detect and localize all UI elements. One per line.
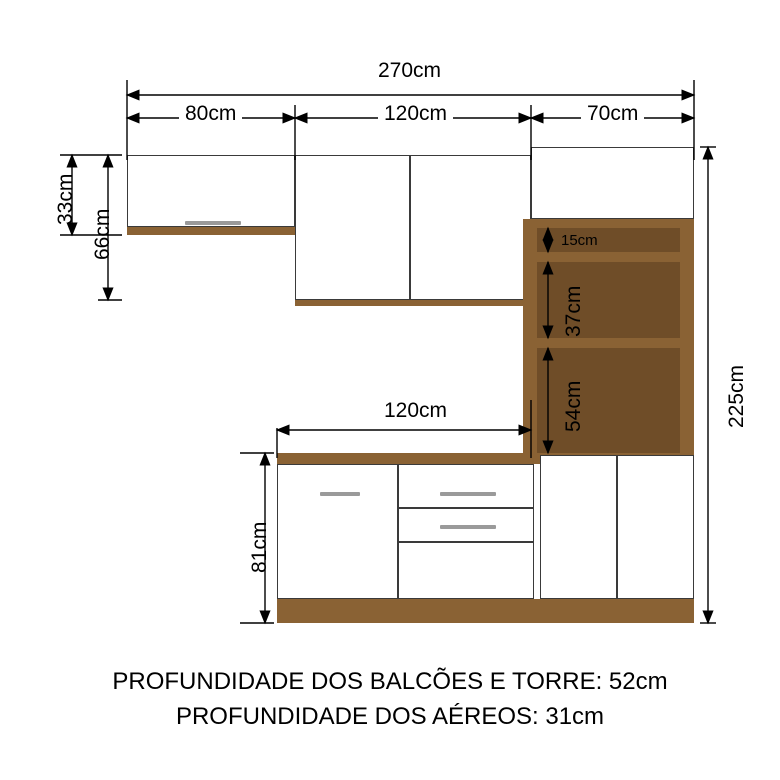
caption-depth-uppers: PROFUNDIDADE DOS AÉREOS: 31cm [175,703,605,730]
dim-upper-left-66: 66cm [91,208,114,260]
dim-upper-left-33: 33cm [54,173,77,225]
dim-tower-54: 54cm [562,380,585,432]
dim-total-height: 225cm [725,364,748,428]
dim-tower-37: 37cm [562,285,585,337]
dim-counter-width: 120cm [378,400,453,421]
dim-total-width: 270cm [378,59,442,82]
dim-counter-height: 81cm [248,521,271,573]
dim-seg-mid: 120cm [378,103,453,124]
dim-seg-right: 70cm [581,103,644,124]
dim-tower-15: 15cm [561,232,598,249]
caption-depth-counters: PROFUNDIDADE DOS BALCÕES E TORRE: 52cm [112,668,668,695]
dim-seg-left: 80cm [179,103,242,124]
